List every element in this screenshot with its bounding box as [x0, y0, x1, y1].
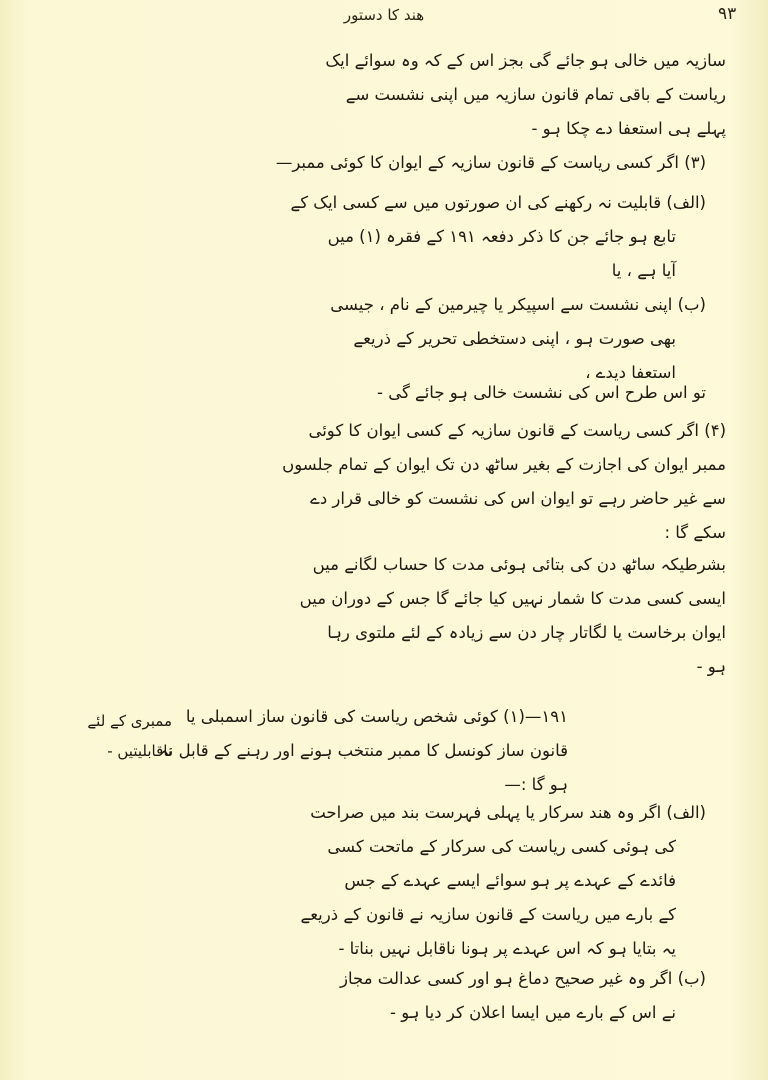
- clause-3-a: [86, 186, 706, 288]
- text-line: (ب) اپنی نشست سے اسپیکر یا چیرمین کے نام ، جیسی: [330, 295, 706, 314]
- margin-note: [22, 706, 172, 766]
- margin-note-line: ناقابلیتیں -: [107, 742, 172, 760]
- text-line: بھی صورت ہو ، اپنی دستخطی تحریر کے ذریعے: [353, 329, 676, 348]
- text-line: سے غیر حاضر رہے تو ایوان اس کی نشست کو خالی قرار دے: [310, 489, 726, 508]
- text-line: بشرطیکہ ساٹھ دن کی بتائی ہوئی مدت کا حساب لگانے میں: [312, 555, 726, 574]
- text-line: نے اس کے بارے میں ایسا اعلان کر دیا ہو -: [390, 1003, 676, 1022]
- text-line: (ب) اگر وہ غیر صحیح دماغ ہو اور کسی عدالت مجاز: [340, 969, 706, 988]
- margin-note-line: ممبری کے لئے: [87, 712, 172, 730]
- text-line: پہلے ہی استعفا دے چکا ہو -: [531, 119, 726, 138]
- text-line: (۴) اگر کسی ریاست کے قانون سازیہ کے کسی ایوان کا کوئی: [308, 421, 726, 440]
- text-line: ہو -: [696, 657, 726, 676]
- text-line: (الف) اگر وہ ھند سرکار یا پہلی فہرست بند میں صراحت: [310, 803, 706, 822]
- text-line: سکے گا :: [664, 523, 726, 542]
- text-line: ۱۹۱—(۱) کوئی شخص ریاست کی قانون ساز اسمبلی یا: [185, 707, 568, 726]
- page-number: ۹۳: [718, 4, 737, 24]
- text-line: ایسی کسی مدت کا شمار نہیں کیا جائے گا جس کے دوران میں: [299, 589, 726, 608]
- text-line: تابع ہو جائے جن کا ذکر دفعہ ۱۹۱ کے فقرہ (۱) میں: [327, 227, 676, 246]
- clause-3-conclusion: [86, 376, 706, 410]
- proviso: [66, 548, 726, 684]
- text-line: ایوان برخاست یا لگاتار چار دن سے زیادہ کے لئے ملتوی رہا: [327, 623, 726, 642]
- clause-3: [66, 146, 706, 180]
- text-line: (الف) قابلیت نہ رکھنے کی ان صورتوں میں سے کسی ایک کے: [290, 193, 706, 212]
- text-line: یہ بتایا ہو کہ اس عہدے پر ہونا ناقابل نہیں بناتا -: [338, 939, 676, 958]
- text-line: کی ہوئی کسی ریاست کی سرکار کے ماتحت کسی: [327, 837, 676, 856]
- paragraph-continuation: [66, 44, 726, 146]
- clause-3-b: [86, 288, 706, 390]
- text-line: تو اس طرح اس کی نشست خالی ہو جائے گی -: [377, 383, 706, 402]
- text-line: استعفا دیدے ،: [585, 363, 676, 382]
- text-line: ریاست کے باقی تمام قانون سازیہ میں اپنی نشست سے: [345, 85, 726, 104]
- text-line: فائدے کے عہدے پر ہو سوائے ایسے عہدے کے جس: [344, 871, 676, 890]
- clause-191-b: [86, 962, 706, 1030]
- text-line: ہو گا :—: [504, 775, 568, 794]
- text-line: سازیہ میں خالی ہو جائے گی بجز اس کے کہ وہ سوائے ایک: [325, 51, 726, 70]
- text-line: کے بارے میں ریاست کے قانون سازیہ نے قانون کے ذریعے: [300, 905, 676, 924]
- running-header-title: ھند کا دستور: [343, 6, 425, 24]
- text-line: ممبر ایوان کی اجازت کے بغیر ساٹھ دن تک ایوان کے تمام جلسوں: [282, 455, 726, 474]
- text-line: آیا ہے ، یا: [611, 261, 676, 280]
- text-line: (۳) اگر کسی ریاست کے قانون سازیہ کے ایوان کا کوئی ممبر—: [275, 153, 706, 172]
- clause-191-a: [86, 796, 706, 966]
- text-line: قانون ساز کونسل کا ممبر منتخب ہونے اور رہنے کے قابل نہ: [159, 741, 568, 760]
- clause-4: [66, 414, 726, 550]
